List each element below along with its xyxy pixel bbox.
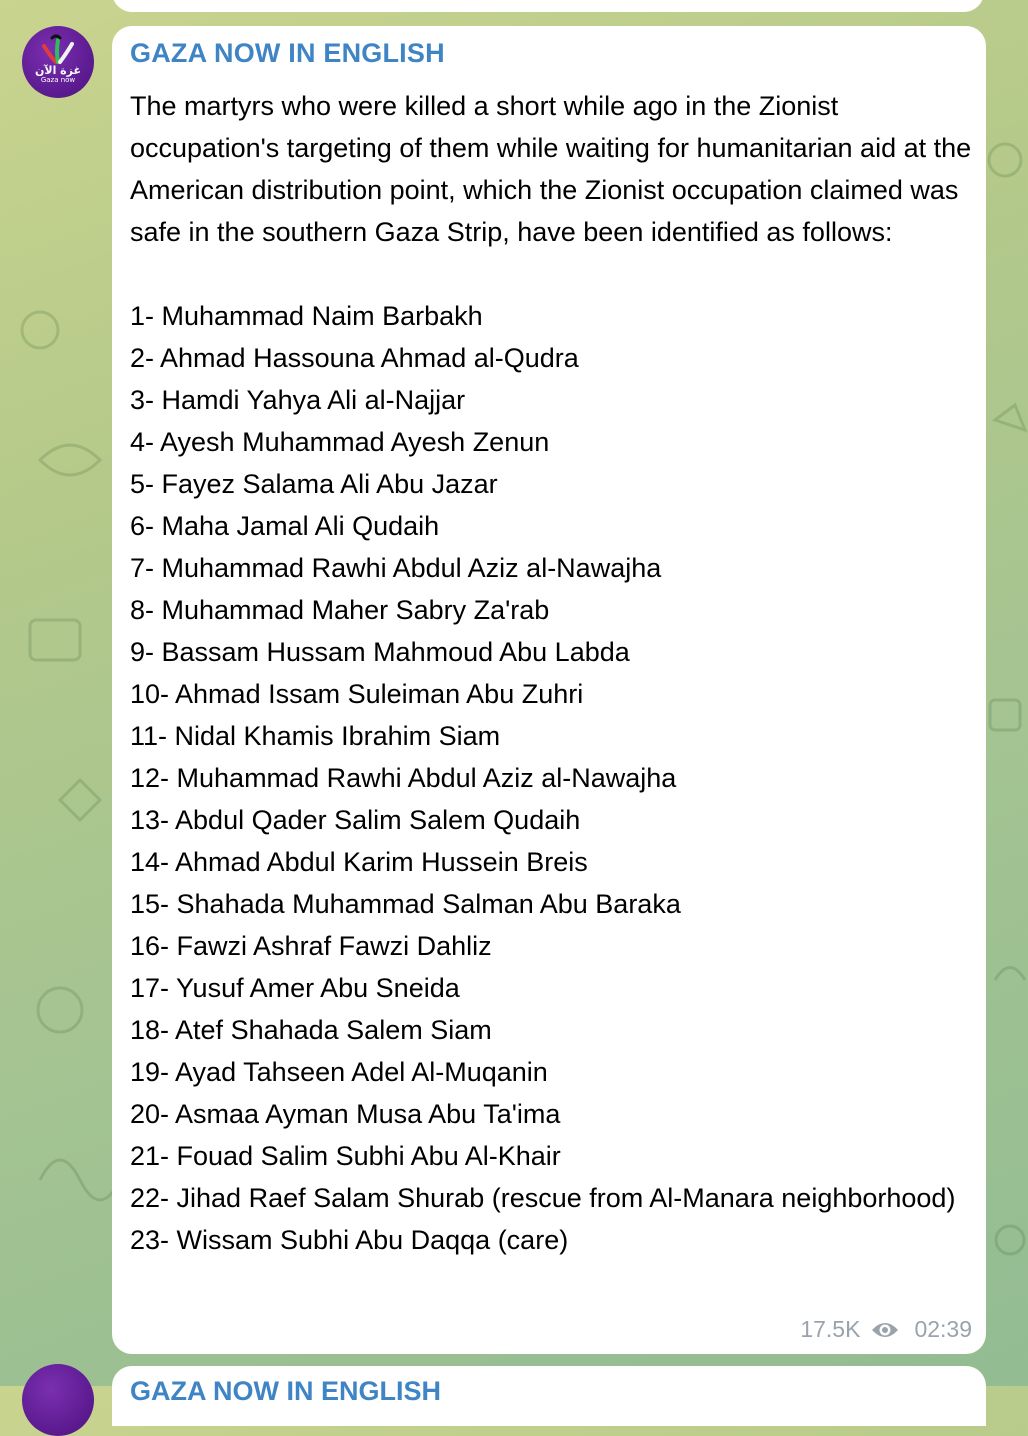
message-time: 02:39 xyxy=(914,1316,972,1342)
avatar-english-text: Gaza now xyxy=(40,76,76,84)
list-item: 1- Muhammad Naim Barbakh xyxy=(130,301,483,331)
list-item: 12- Muhammad Rawhi Abdul Aziz al-Nawajha xyxy=(130,763,677,793)
list-item: 2- Ahmad Hassouna Ahmad al-Qudra xyxy=(130,343,579,373)
list-item: 21- Fouad Salim Subhi Abu Al-Khair xyxy=(130,1141,561,1171)
message-text xyxy=(130,85,976,1261)
message-meta xyxy=(800,1316,972,1343)
list-item: 11- Nidal Khamis Ibrahim Siam xyxy=(130,721,501,751)
list-item: 14- Ahmad Abdul Karim Hussein Breis xyxy=(130,847,588,877)
list-item: 20- Asmaa Ayman Musa Abu Ta'ima xyxy=(130,1099,561,1129)
list-item: 6- Maha Jamal Ali Qudaih xyxy=(130,511,440,541)
martyrs-list xyxy=(130,295,976,1261)
list-item: 13- Abdul Qader Salim Salem Qudaih xyxy=(130,805,581,835)
list-item: 19- Ayad Tahseen Adel Al-Muqanin xyxy=(130,1057,548,1087)
list-item: 15- Shahada Muhammad Salman Abu Baraka xyxy=(130,889,681,919)
paragraph-gap xyxy=(130,253,976,295)
list-item: 22- Jihad Raef Salam Shurab (rescue from Al-Manara neighborhood) xyxy=(130,1183,956,1213)
channel-avatar[interactable] xyxy=(22,26,94,98)
eye-icon xyxy=(870,1319,900,1341)
list-item: 17- Yusuf Amer Abu Sneida xyxy=(130,973,460,1003)
list-item: 18- Atef Shahada Salem Siam xyxy=(130,1015,492,1045)
list-item: 4- Ayesh Muhammad Ayesh Zenun xyxy=(130,427,550,457)
gaza-now-logo-icon xyxy=(22,26,94,98)
list-item: 10- Ahmad Issam Suleiman Abu Zuhri xyxy=(130,679,584,709)
view-count: 17.5K xyxy=(800,1316,861,1342)
next-channel-avatar[interactable] xyxy=(22,1364,94,1436)
next-message-bubble[interactable] xyxy=(112,1366,986,1426)
list-item: 8- Muhammad Maher Sabry Za'rab xyxy=(130,595,550,625)
list-item: 5- Fayez Salama Ali Abu Jazar xyxy=(130,469,498,499)
list-item: 9- Bassam Hussam Mahmoud Abu Labda xyxy=(130,637,630,667)
next-channel-name[interactable]: GAZA NOW IN ENGLISH xyxy=(130,1376,441,1406)
avatar-arabic-text: غزة الآن xyxy=(34,64,82,77)
list-item: 23- Wissam Subhi Abu Daqqa (care) xyxy=(130,1225,569,1255)
list-item: 3- Hamdi Yahya Ali al-Najjar xyxy=(130,385,466,415)
previous-message-bubble xyxy=(112,0,984,12)
channel-name-link[interactable]: GAZA NOW IN ENGLISH xyxy=(130,38,445,68)
list-item: 7- Muhammad Rawhi Abdul Aziz al-Nawajha xyxy=(130,553,662,583)
list-item: 16- Fawzi Ashraf Fawzi Dahliz xyxy=(130,931,492,961)
message-intro: The martyrs who were killed a short while ago in the Zionist occupation's targeting of them while waiting for humanitarian aid at the American distribution point, which the Zionist occupation claimed was safe in the southern Gaza Strip, have been identified as follows: xyxy=(130,91,972,247)
message-bubble[interactable] xyxy=(112,26,986,1354)
